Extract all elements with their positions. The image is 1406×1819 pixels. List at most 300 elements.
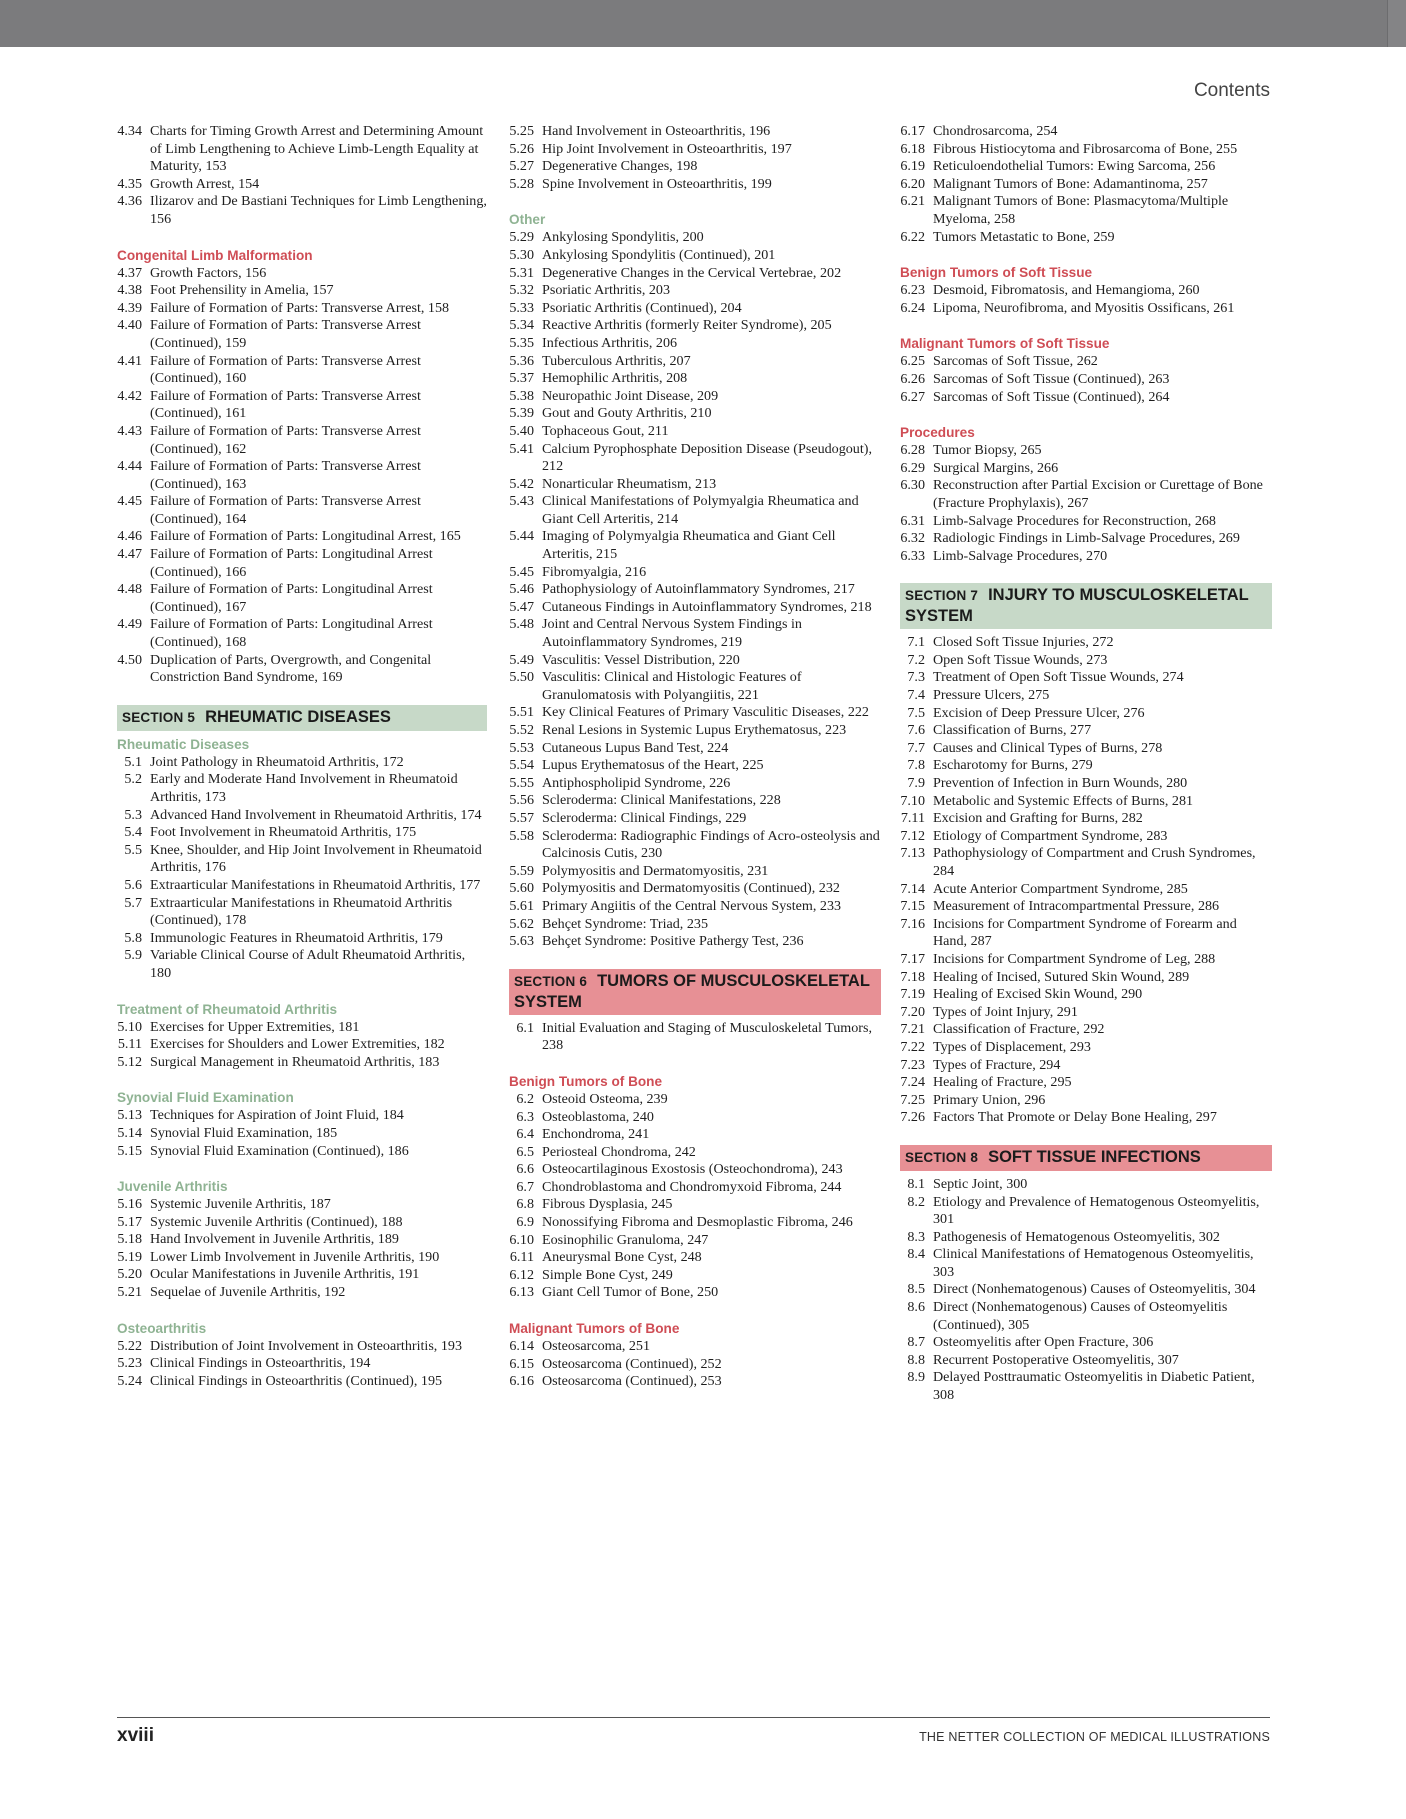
toc-entry[interactable] <box>900 951 1272 969</box>
toc-entry[interactable] <box>117 877 487 895</box>
toc-entry[interactable] <box>900 687 1272 705</box>
toc-entry[interactable] <box>509 652 881 670</box>
section-label: SECTION 5 <box>122 709 196 725</box>
entry-title: Hip Joint Involvement in Osteoarthritis, 197 <box>542 140 792 157</box>
section-label: SECTION 6 <box>514 973 588 989</box>
entry-title: Types of Displacement, 293 <box>933 1038 1091 1055</box>
entry-title: Renal Lesions in Systemic Lupus Erythematosus, 223 <box>542 722 847 738</box>
entry-title: Systemic Juvenile Arthritis (Continued), 188 <box>150 1213 403 1230</box>
toc-entry[interactable] <box>900 530 1272 548</box>
entry-title: Exercises for Shoulders and Lower Extremities, 182 <box>150 1036 445 1053</box>
toc-entry[interactable] <box>900 1246 1272 1281</box>
entry-title: Fibromyalgia, 216 <box>542 563 647 580</box>
toc-entry[interactable] <box>900 442 1272 460</box>
toc-entry[interactable] <box>900 282 1272 300</box>
entry-title: Growth Factors, 156 <box>150 264 267 281</box>
entry-title: Synovial Fluid Examination, 185 <box>150 1124 338 1141</box>
entry-title: Pressure Ulcers, 275 <box>933 687 1050 704</box>
entry-title: Knee, Shoulder, and Hip Joint Involvement in Rheumatoid Arthritis, 176 <box>150 841 482 876</box>
toc-entry[interactable] <box>509 176 881 194</box>
toc-entry[interactable] <box>509 863 881 881</box>
entry-title: Osteosarcoma, 251 <box>542 1338 651 1355</box>
toc-entry[interactable] <box>509 828 881 863</box>
entry-number: 5.37 <box>509 370 534 387</box>
subsection-heading: Malignant Tumors of Soft Tissue <box>900 336 1110 352</box>
toc-entry[interactable] <box>900 669 1272 687</box>
toc-entry[interactable] <box>509 528 881 563</box>
toc-entry[interactable] <box>900 828 1272 846</box>
entry-number: 5.12 <box>117 1053 142 1070</box>
toc-entry[interactable] <box>117 1249 487 1267</box>
toc-group <box>509 1320 881 1391</box>
toc-entry[interactable] <box>117 807 487 825</box>
toc-entry[interactable] <box>509 704 881 722</box>
toc-entry[interactable] <box>900 793 1272 811</box>
toc-entry[interactable] <box>509 141 881 159</box>
toc-entry[interactable] <box>117 754 487 772</box>
entry-title: Excision and Grafting for Burns, 282 <box>933 810 1143 827</box>
entry-number: 4.40 <box>117 317 142 334</box>
entry-number: 5.43 <box>509 493 534 510</box>
entry-number: 5.21 <box>117 1284 142 1301</box>
entry-title: Healing of Fracture, 295 <box>933 1074 1072 1091</box>
entry-title: Classification of Fracture, 292 <box>933 1021 1105 1038</box>
toc-entry[interactable] <box>509 581 881 599</box>
toc-entry[interactable] <box>509 1091 881 1109</box>
entry-title: Chondrosarcoma, 254 <box>933 123 1058 139</box>
entry-title: Techniques for Aspiration of Joint Fluid, 184 <box>150 1107 404 1124</box>
entry-number: 6.19 <box>900 158 925 175</box>
entry-title: Failure of Formation of Parts: Longitudinal Arrest (Continued), 167 <box>150 581 433 615</box>
entry-number: 5.61 <box>509 897 534 914</box>
toc-entry[interactable] <box>117 1019 487 1037</box>
entry-title: Etiology and Prevalence of Hematogenous Osteomyelitis, 301 <box>933 1193 1260 1228</box>
entry-title: Ilizarov and De Bastiani Techniques for Limb Lengthening, 156 <box>150 193 487 227</box>
entry-number: 5.24 <box>117 1372 142 1389</box>
entry-title: Osteosarcoma (Continued), 253 <box>542 1373 722 1390</box>
entry-title: Lower Limb Involvement in Juvenile Arthritis, 190 <box>150 1248 440 1265</box>
toc-entry[interactable] <box>117 1054 487 1072</box>
toc-entry[interactable] <box>117 193 487 228</box>
toc-group <box>900 634 1272 1127</box>
toc-entry[interactable] <box>117 616 487 651</box>
entry-title: Escharotomy for Burns, 279 <box>933 757 1093 774</box>
toc-group <box>509 123 881 193</box>
entry-number: 7.3 <box>907 669 925 686</box>
entry-title: Immunologic Features in Rheumatoid Arthritis, 179 <box>150 929 443 946</box>
toc-entry[interactable] <box>509 1144 881 1162</box>
toc-entry[interactable] <box>900 1334 1272 1352</box>
toc-entry[interactable] <box>509 317 881 335</box>
toc-entry[interactable] <box>900 477 1272 512</box>
toc-entry[interactable] <box>900 916 1272 951</box>
entry-title: Polymyositis and Dermatomyositis, 231 <box>542 862 769 879</box>
entry-number: 6.28 <box>900 442 925 459</box>
toc-entry[interactable] <box>117 1231 487 1249</box>
toc-entry[interactable] <box>509 898 881 916</box>
toc-group <box>900 264 1272 317</box>
entry-title: Early and Moderate Hand Involvement in Rheumatoid Arthritis, 173 <box>150 771 458 805</box>
toc-entry[interactable] <box>117 1266 487 1284</box>
entry-title: Sarcomas of Soft Tissue (Continued), 264 <box>933 388 1170 405</box>
toc-entry[interactable] <box>117 282 487 300</box>
entry-title: Nonossifying Fibroma and Desmoplastic Fibroma, 246 <box>542 1214 853 1231</box>
toc-group <box>117 1001 487 1072</box>
toc-entry[interactable] <box>117 1284 487 1302</box>
toc-entry[interactable] <box>509 1020 881 1055</box>
toc-entry[interactable] <box>117 388 487 423</box>
entry-title: Incisions for Compartment Syndrome of Leg, 288 <box>933 950 1216 967</box>
entry-number: 6.27 <box>900 388 925 405</box>
entry-number: 5.46 <box>509 581 534 598</box>
entry-title: Periosteal Chondroma, 242 <box>542 1143 696 1160</box>
toc-entry[interactable] <box>509 1214 881 1232</box>
toc-entry[interactable] <box>509 616 881 651</box>
toc-entry[interactable] <box>900 810 1272 828</box>
toc-entry[interactable] <box>900 193 1272 228</box>
toc-entry[interactable] <box>117 930 487 948</box>
toc-entry[interactable] <box>117 1355 487 1373</box>
toc-entry[interactable] <box>900 1299 1272 1334</box>
entry-number: 6.30 <box>900 477 925 494</box>
toc-entry[interactable] <box>900 722 1272 740</box>
entry-title: Failure of Formation of Parts: Transverse Arrest (Continued), 163 <box>150 458 421 492</box>
toc-entry[interactable] <box>900 1352 1272 1370</box>
entry-number: 6.24 <box>900 299 925 316</box>
toc-entry[interactable] <box>900 1057 1272 1075</box>
entry-title: Sarcomas of Soft Tissue, 262 <box>933 353 1098 370</box>
viewer-top-bar <box>0 0 1406 47</box>
toc-entry[interactable] <box>509 740 881 758</box>
entry-title: Failure of Formation of Parts: Transverse Arrest (Continued), 159 <box>150 317 421 351</box>
toc-entry[interactable] <box>900 229 1272 247</box>
toc-entry[interactable] <box>509 933 881 951</box>
entry-title: Malignant Tumors of Bone: Adamantinoma, 257 <box>933 175 1208 192</box>
toc-entry[interactable] <box>900 1039 1272 1057</box>
toc-entry[interactable] <box>900 705 1272 723</box>
section-title: INJURY TO MUSCULOSKELETAL SYSTEM <box>905 586 1249 626</box>
entry-title: Open Soft Tissue Wounds, 273 <box>933 651 1108 668</box>
entry-number: 7.20 <box>900 1003 925 1020</box>
footer-rule <box>117 1717 1270 1718</box>
entry-number: 7.17 <box>900 950 925 967</box>
toc-entry[interactable] <box>900 1074 1272 1092</box>
toc-entry[interactable] <box>900 775 1272 793</box>
entry-title: Reconstruction after Partial Excision or Curettage of Bone (Fracture Prophylaxis), 267 <box>933 477 1263 511</box>
entry-number: 6.26 <box>900 370 925 387</box>
toc-entry[interactable] <box>117 652 487 687</box>
toc-entry[interactable] <box>900 389 1272 407</box>
entry-number: 5.44 <box>509 528 534 545</box>
toc-entry[interactable] <box>117 493 487 528</box>
toc-entry[interactable] <box>900 1021 1272 1039</box>
toc-entry[interactable] <box>117 1373 487 1391</box>
entry-number: 5.13 <box>117 1107 142 1124</box>
entry-title: Tumors Metastatic to Bone, 259 <box>933 228 1115 245</box>
entry-title: Hemophilic Arthritis, 208 <box>542 370 688 387</box>
entry-number: 6.17 <box>900 123 925 139</box>
toc-entry[interactable] <box>117 1143 487 1161</box>
subsection-heading: Rheumatic Diseases <box>117 736 250 752</box>
toc-entry[interactable] <box>509 1196 881 1214</box>
toc-entry[interactable] <box>509 1267 881 1285</box>
section-title: SOFT TISSUE INFECTIONS <box>988 1147 1201 1166</box>
entry-title: Surgical Margins, 266 <box>933 459 1059 476</box>
toc-entry[interactable] <box>900 1194 1272 1229</box>
toc-entry[interactable] <box>900 1369 1272 1404</box>
subsection-heading: Benign Tumors of Soft Tissue <box>900 265 1093 281</box>
section-label: SECTION 7 <box>905 588 979 604</box>
toc-group <box>117 1178 487 1302</box>
toc-entry[interactable] <box>900 371 1272 389</box>
toc-entry[interactable] <box>900 1176 1272 1194</box>
entry-title: Failure of Formation of Parts: Transverse Arrest (Continued), 160 <box>150 352 421 387</box>
entry-number: 5.36 <box>509 352 534 369</box>
entry-number: 6.25 <box>900 353 925 370</box>
toc-entry[interactable] <box>900 634 1272 652</box>
entry-title: Infectious Arthritis, 206 <box>542 334 678 351</box>
toc-entry[interactable] <box>900 513 1272 531</box>
toc-entry[interactable] <box>117 1214 487 1232</box>
entry-title: Direct (Nonhematogenous) Causes of Osteomyelitis (Continued), 305 <box>933 1299 1228 1333</box>
toc-entry[interactable] <box>900 300 1272 318</box>
toc-entry[interactable] <box>509 158 881 176</box>
entry-number: 6.12 <box>509 1266 534 1283</box>
entry-number: 5.7 <box>124 894 142 911</box>
toc-entry[interactable] <box>509 1232 881 1250</box>
toc-entry[interactable] <box>117 528 487 546</box>
entry-number: 5.15 <box>117 1142 142 1159</box>
toc-entry[interactable] <box>117 947 487 982</box>
toc-entry[interactable] <box>117 895 487 930</box>
entry-number: 5.55 <box>509 774 534 791</box>
toc-entry[interactable] <box>509 405 881 423</box>
entry-number: 7.6 <box>907 722 925 739</box>
toc-entry[interactable] <box>509 1126 881 1144</box>
toc-entry[interactable] <box>900 548 1272 566</box>
toc-entry[interactable] <box>509 335 881 353</box>
entry-number: 5.16 <box>117 1196 142 1213</box>
toc-entry[interactable] <box>117 123 487 176</box>
toc-group <box>117 123 487 229</box>
toc-entry[interactable] <box>900 158 1272 176</box>
toc-entry[interactable] <box>900 740 1272 758</box>
toc-entry[interactable] <box>117 317 487 352</box>
entry-title: Initial Evaluation and Staging of Musculoskeletal Tumors, 238 <box>542 1019 872 1054</box>
toc-entry[interactable] <box>509 1284 881 1302</box>
toc-entry[interactable] <box>900 1092 1272 1110</box>
toc-entry[interactable] <box>509 370 881 388</box>
entry-number: 8.3 <box>907 1228 925 1245</box>
toc-entry[interactable] <box>900 1004 1272 1022</box>
toc-entry[interactable] <box>900 1229 1272 1247</box>
toc-entry[interactable] <box>117 1196 487 1214</box>
toc-entry[interactable] <box>117 1036 487 1054</box>
toc-group <box>117 736 487 983</box>
toc-entry[interactable] <box>117 1107 487 1125</box>
entry-title: Radiologic Findings in Limb-Salvage Procedures, 269 <box>933 530 1240 547</box>
toc-entry[interactable] <box>900 1109 1272 1127</box>
toc-entry[interactable] <box>509 1109 881 1127</box>
entry-number: 5.39 <box>509 405 534 422</box>
toc-entry[interactable] <box>117 300 487 318</box>
entry-number: 5.58 <box>509 827 534 844</box>
entry-number: 4.38 <box>117 282 142 299</box>
entry-number: 7.26 <box>900 1109 925 1126</box>
toc-entry[interactable] <box>509 423 881 441</box>
entry-number: 5.10 <box>117 1018 142 1035</box>
toc-entry[interactable] <box>509 476 881 494</box>
toc-entry[interactable] <box>900 353 1272 371</box>
entry-title: Scleroderma: Radiographic Findings of Acro-osteolysis and Calcinosis Cutis, 230 <box>542 827 880 862</box>
entry-number: 8.9 <box>907 1369 925 1386</box>
entry-title: Limb-Salvage Procedures for Reconstruction, 268 <box>933 512 1216 529</box>
toc-entry[interactable] <box>509 722 881 740</box>
toc-entry[interactable] <box>900 141 1272 159</box>
entry-title: Synovial Fluid Examination (Continued), 186 <box>150 1142 409 1159</box>
toc-group <box>509 1073 881 1302</box>
entry-number: 8.6 <box>907 1299 925 1316</box>
entry-title: Sarcomas of Soft Tissue (Continued), 263 <box>933 370 1170 387</box>
toc-entry[interactable] <box>509 880 881 898</box>
entry-number: 5.62 <box>509 915 534 932</box>
subsection-heading: Juvenile Arthritis <box>117 1179 228 1195</box>
entry-title: Growth Arrest, 154 <box>150 175 260 192</box>
toc-entry[interactable] <box>509 229 881 247</box>
entry-number: 7.16 <box>900 915 925 932</box>
toc-entry[interactable] <box>117 824 487 842</box>
entry-number: 6.7 <box>516 1178 534 1195</box>
toc-entry[interactable] <box>900 898 1272 916</box>
subsection-heading: Congenital Limb Malformation <box>117 247 313 263</box>
toc-entry[interactable] <box>509 1338 881 1356</box>
toc-entry[interactable] <box>509 247 881 265</box>
entry-title: Joint Pathology in Rheumatoid Arthritis, 172 <box>150 753 404 770</box>
entry-number: 5.1 <box>124 753 142 770</box>
toc-entry[interactable] <box>509 792 881 810</box>
toc-entry[interactable] <box>117 423 487 458</box>
entry-number: 7.23 <box>900 1056 925 1073</box>
toc-entry[interactable] <box>117 353 487 388</box>
entry-title: Vasculitis: Vessel Distribution, 220 <box>542 651 740 668</box>
entry-title: Imaging of Polymyalgia Rheumatica and Giant Cell Arteritis, 215 <box>542 528 836 563</box>
entry-title: Sequelae of Juvenile Arthritis, 192 <box>150 1284 346 1301</box>
entry-number: 7.15 <box>900 898 925 915</box>
entry-title: Extraarticular Manifestations in Rheumatoid Arthritis, 177 <box>150 876 481 893</box>
toc-entry[interactable] <box>509 775 881 793</box>
toc-entry[interactable] <box>509 353 881 371</box>
toc-entry[interactable] <box>900 176 1272 194</box>
entry-number: 7.21 <box>900 1021 925 1038</box>
toc-entry[interactable] <box>117 458 487 493</box>
entry-title: Clinical Manifestations of Polymyalgia Rheumatica and Giant Cell Arteritis, 214 <box>542 493 859 527</box>
toc-entry[interactable] <box>117 771 487 806</box>
entry-title: Failure of Formation of Parts: Transverse Arrest (Continued), 161 <box>150 387 421 422</box>
entry-number: 5.11 <box>117 1036 142 1053</box>
entry-title: Osteoblastoma, 240 <box>542 1108 654 1125</box>
toc-entry[interactable] <box>900 757 1272 775</box>
toc-entry[interactable] <box>900 460 1272 478</box>
toc-entry[interactable] <box>509 265 881 283</box>
toc-entry[interactable] <box>509 493 881 528</box>
toc-entry[interactable] <box>509 1249 881 1267</box>
entry-number: 5.28 <box>509 175 534 192</box>
toc-entry[interactable] <box>509 1373 881 1391</box>
entry-number: 4.41 <box>117 352 142 369</box>
entry-number: 7.10 <box>900 792 925 809</box>
toc-entry[interactable] <box>900 986 1272 1004</box>
toc-entry[interactable] <box>900 123 1272 141</box>
entry-title: Failure of Formation of Parts: Longitudinal Arrest, 165 <box>150 528 461 545</box>
entry-number: 7.14 <box>900 880 925 897</box>
toc-entry[interactable] <box>117 842 487 877</box>
entry-title: Surgical Management in Rheumatoid Arthritis, 183 <box>150 1053 440 1070</box>
entry-title: Desmoid, Fibromatosis, and Hemangioma, 260 <box>933 282 1200 299</box>
toc-entry[interactable] <box>509 1356 881 1374</box>
entry-number: 5.57 <box>509 809 534 826</box>
toc-entry[interactable] <box>117 1338 487 1356</box>
toc-entry[interactable] <box>509 282 881 300</box>
toc-entry[interactable] <box>509 599 881 617</box>
entry-number: 7.1 <box>907 634 925 651</box>
entry-title: Measurement of Intracompartmental Pressure, 286 <box>933 898 1220 915</box>
toc-entry[interactable] <box>900 845 1272 880</box>
entry-number: 5.35 <box>509 334 534 351</box>
entry-title: Key Clinical Features of Primary Vasculitic Diseases, 222 <box>542 704 869 721</box>
entry-title: Osteoid Osteoma, 239 <box>542 1090 668 1107</box>
toc-entry[interactable] <box>900 881 1272 899</box>
toc-entry[interactable] <box>509 388 881 406</box>
toc-entry[interactable] <box>117 265 487 283</box>
toc-entry[interactable] <box>509 123 881 141</box>
entry-title: Incisions for Compartment Syndrome of Forearm and Hand, 287 <box>933 915 1237 950</box>
toc-entry[interactable] <box>900 969 1272 987</box>
entry-number: 6.15 <box>509 1355 534 1372</box>
entry-title: Excision of Deep Pressure Ulcer, 276 <box>933 704 1145 721</box>
toc-entry[interactable] <box>117 1125 487 1143</box>
toc-entry[interactable] <box>509 564 881 582</box>
toc-entry[interactable] <box>509 810 881 828</box>
toc-entry[interactable] <box>509 1161 881 1179</box>
page-number: xviii <box>117 1725 154 1746</box>
toc-entry[interactable] <box>509 1179 881 1197</box>
entry-number: 7.9 <box>907 775 925 792</box>
entry-number: 8.1 <box>907 1175 925 1192</box>
toc-entry[interactable] <box>509 757 881 775</box>
toc-entry[interactable] <box>509 441 881 476</box>
toc-entry[interactable] <box>117 176 487 194</box>
entry-title: Neuropathic Joint Disease, 209 <box>542 387 719 404</box>
toc-entry[interactable] <box>117 581 487 616</box>
toc-entry[interactable] <box>900 1281 1272 1299</box>
entry-number: 5.3 <box>124 806 142 823</box>
entry-title: Fibrous Histiocytoma and Fibrosarcoma of Bone, 255 <box>933 140 1238 157</box>
entry-number: 4.39 <box>117 299 142 316</box>
entry-number: 5.18 <box>117 1231 142 1248</box>
toc-entry[interactable] <box>900 652 1272 670</box>
entry-number: 5.40 <box>509 422 534 439</box>
entry-title: Healing of Incised, Sutured Skin Wound, 289 <box>933 968 1190 985</box>
toc-entry[interactable] <box>509 669 881 704</box>
entry-number: 5.42 <box>509 475 534 492</box>
entry-title: Types of Fracture, 294 <box>933 1056 1061 1073</box>
section-title: TUMORS OF MUSCULOSKELETAL SYSTEM <box>514 971 870 1011</box>
toc-entry[interactable] <box>509 300 881 318</box>
entry-title: Enchondroma, 241 <box>542 1126 650 1143</box>
entry-number: 5.45 <box>509 563 534 580</box>
toc-entry[interactable] <box>509 916 881 934</box>
toc-entry[interactable] <box>117 546 487 581</box>
